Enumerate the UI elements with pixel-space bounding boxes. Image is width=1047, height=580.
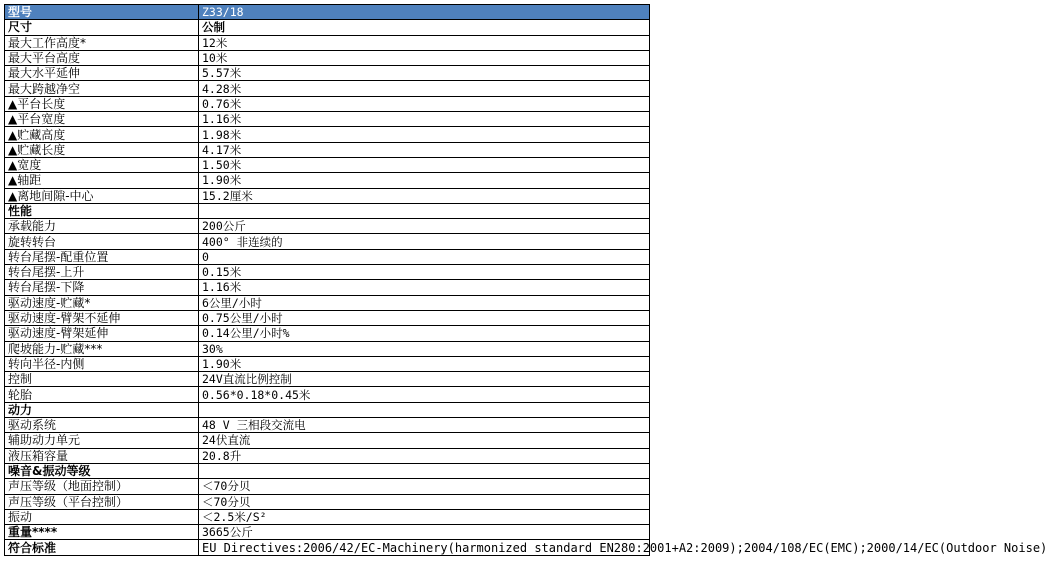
spec-row <box>5 310 650 325</box>
spec-value: 1.16米 <box>199 112 650 127</box>
spec-row <box>5 295 650 310</box>
weight-row <box>5 525 650 540</box>
spec-value: ＜70分贝 <box>199 479 650 494</box>
spec-value: 1.16米 <box>199 280 650 295</box>
spec-row <box>5 249 650 264</box>
spec-row <box>5 372 650 387</box>
spec-label: 轮胎 <box>5 387 199 402</box>
header-row <box>5 5 650 20</box>
section-title-value <box>199 402 650 417</box>
spec-label: 驱动速度-臂架不延伸 <box>5 310 199 325</box>
spec-table <box>4 4 1047 556</box>
spec-value: ＜70分贝 <box>199 494 650 509</box>
section-header-row <box>5 203 650 218</box>
section-title-value <box>199 203 650 218</box>
spec-value: 0.56*0.18*0.45米 <box>199 387 650 402</box>
spec-value: 30% <box>199 341 650 356</box>
spec-value: 1.90米 <box>199 356 650 371</box>
spec-value: 0.76米 <box>199 96 650 111</box>
spec-label: 转台尾摆-上升 <box>5 265 199 280</box>
spec-value: 200公斤 <box>199 219 650 234</box>
spec-row <box>5 387 650 402</box>
spec-row <box>5 479 650 494</box>
spec-row <box>5 157 650 172</box>
spec-label: ▲贮藏高度 <box>5 127 199 142</box>
spec-value: 48 V 三相段交流电 <box>199 418 650 433</box>
weight-value: 3665公斤 <box>199 525 650 540</box>
spec-label: 承载能力 <box>5 219 199 234</box>
spec-label: 爬坡能力-贮藏*** <box>5 341 199 356</box>
spec-label: ▲宽度 <box>5 157 199 172</box>
spec-row <box>5 341 650 356</box>
spec-row <box>5 280 650 295</box>
spec-label: 驱动速度-臂架延伸 <box>5 326 199 341</box>
spec-value: 12米 <box>199 35 650 50</box>
spec-label: 最大跨越净空 <box>5 81 199 96</box>
section-header-row <box>5 20 650 35</box>
section-title-value: 公制 <box>199 20 650 35</box>
spec-value: 24V直流比例控制 <box>199 372 650 387</box>
spec-label: 驱动速度-贮藏* <box>5 295 199 310</box>
spec-row <box>5 127 650 142</box>
spec-value: 1.98米 <box>199 127 650 142</box>
spec-label: 液压箱容量 <box>5 448 199 463</box>
spec-row <box>5 66 650 81</box>
spec-label: 转台尾摆-下降 <box>5 280 199 295</box>
spec-value: 0 <box>199 249 650 264</box>
certification-label: 符合标准 <box>5 540 199 555</box>
spec-label: ▲轴距 <box>5 173 199 188</box>
section-header-row <box>5 402 650 417</box>
spec-value: 6公里/小时 <box>199 295 650 310</box>
spec-row <box>5 433 650 448</box>
spec-label: 转向半径-内侧 <box>5 356 199 371</box>
spec-value: 4.17米 <box>199 142 650 157</box>
spec-label: ▲贮藏长度 <box>5 142 199 157</box>
spec-value: ＜2.5米/S² <box>199 509 650 524</box>
spec-value: 400° 非连续的 <box>199 234 650 249</box>
spec-row <box>5 188 650 203</box>
spec-label: 最大平台高度 <box>5 50 199 65</box>
spec-value: 20.8升 <box>199 448 650 463</box>
spec-row <box>5 219 650 234</box>
spec-label: ▲平台宽度 <box>5 112 199 127</box>
spec-row <box>5 50 650 65</box>
spec-label: 最大水平延伸 <box>5 66 199 81</box>
spec-value: 1.50米 <box>199 157 650 172</box>
model-value: Z33/18 <box>199 5 650 20</box>
spec-label: 辅助动力单元 <box>5 433 199 448</box>
spec-row <box>5 234 650 249</box>
spec-row <box>5 142 650 157</box>
spec-row <box>5 112 650 127</box>
section-header-row <box>5 463 650 478</box>
section-title: 尺寸 <box>5 20 199 35</box>
spec-label: 声压等级（地面控制） <box>5 479 199 494</box>
spec-label: 旋转转台 <box>5 234 199 249</box>
spec-row <box>5 35 650 50</box>
spec-label: 驱动系统 <box>5 418 199 433</box>
spec-value: 4.28米 <box>199 81 650 96</box>
spec-label: ▲平台长度 <box>5 96 199 111</box>
spec-row <box>5 96 650 111</box>
section-title: 噪音&振动等级 <box>5 463 199 478</box>
spec-row <box>5 326 650 341</box>
spec-row <box>5 356 650 371</box>
model-label: 型号 <box>5 5 199 20</box>
spec-value: 10米 <box>199 50 650 65</box>
spec-label: 声压等级（平台控制） <box>5 494 199 509</box>
spec-row <box>5 173 650 188</box>
spec-row <box>5 418 650 433</box>
section-title-value <box>199 463 650 478</box>
weight-label: 重量**** <box>5 525 199 540</box>
spec-row <box>5 265 650 280</box>
section-title: 动力 <box>5 402 199 417</box>
spec-row <box>5 81 650 96</box>
spec-value: 0.75公里/小时 <box>199 310 650 325</box>
spec-row <box>5 509 650 524</box>
spec-value: 5.57米 <box>199 66 650 81</box>
spec-value: 15.2厘米 <box>199 188 650 203</box>
spec-value: 24伏直流 <box>199 433 650 448</box>
spec-value: 0.14公里/小时% <box>199 326 650 341</box>
certification-row <box>5 540 650 555</box>
spec-row <box>5 448 650 463</box>
spec-label: 转台尾摆-配重位置 <box>5 249 199 264</box>
spec-label: 控制 <box>5 372 199 387</box>
spec-label: 最大工作高度* <box>5 35 199 50</box>
spec-label: ▲离地间隙-中心 <box>5 188 199 203</box>
spec-value: 0.15米 <box>199 265 650 280</box>
spec-row <box>5 494 650 509</box>
spec-value: 1.90米 <box>199 173 650 188</box>
spec-label: 振动 <box>5 509 199 524</box>
certification-value: EU Directives:2006/42/EC-Machinery(harmonized standard EN280:2001+A2:2009);2004/108/EC(EMC);2000/14/EC(Outdoor Noise) <box>199 540 650 555</box>
section-title: 性能 <box>5 203 199 218</box>
